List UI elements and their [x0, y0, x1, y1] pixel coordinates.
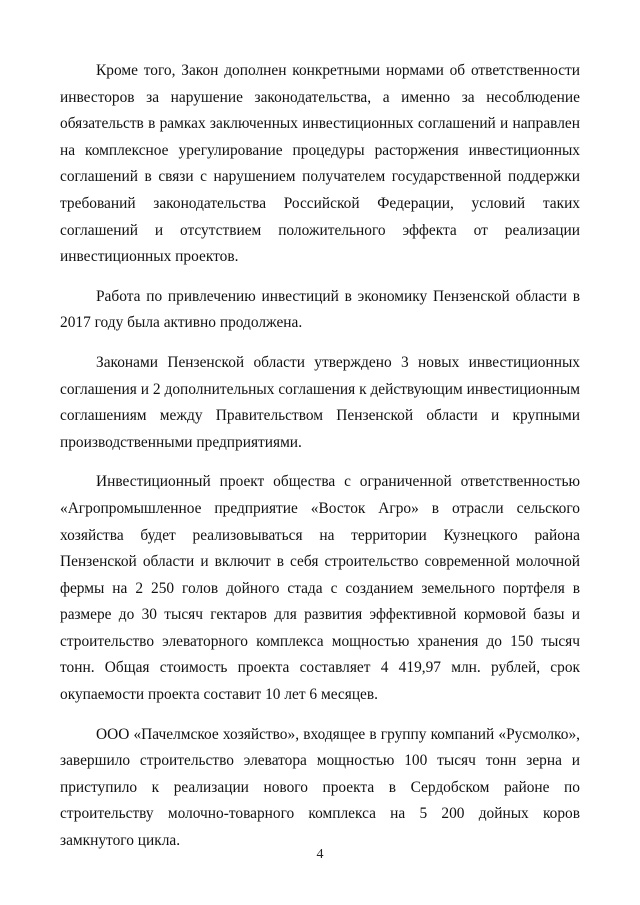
paragraph-investment-attraction-2017: Работа по привлечению инвестиций в экономику Пензенской области в 2017 году была активно продолжена.	[60, 287, 580, 332]
paragraph-pachelma-farm: ООО «Пачелмское хозяйство», входящее в группу компаний «Русмолко», завершило строительство элеватора мощностью 100 тысяч тонн зерна и приступило к реализации нового проекта в Сердобском районе по строительству молочно-товарного комплекса на 5 200 дойных коров замкнутого цикла.	[60, 725, 580, 850]
paragraph-vostok-agro-project: Инвестиционный проект общества с ограниченной ответственностью «Агропромышленное предприятие «Восток Агро» в отрасли сельского хозяйства будет реализовываться на территории Кузнецкого района Пензенской области и включит в себя строительство современной молочной фермы на 2 250 голов дойного стада с созданием земельного портфеля в размере до 30 тысяч гектаров для развития эффективной кормовой базы и строительство элеваторного комплекса мощностью хранения до 150 тысяч тонн. Общая стоимость проекта составляет 4 419,97 млн. рублей, срок окупаемости проекта составит 10 лет 6 месяцев.	[60, 473, 580, 704]
paragraph-investor-responsibility: Кроме того, Закон дополнен конкретными нормами об ответственности инвесторов за нарушение законодательства, а именно за несоблюдение обязательств в рамках заключенных инвестиционных соглашений и направлен на комплексное урегулирование процедуры расторжения инвестиционных соглашений в связи с нарушением получателем государственной поддержки требований законодательства Российской Федерации, условий таких соглашений и отсутствием положительного эффекта от реализации инвестиционных проектов.	[60, 62, 580, 266]
page-number: 4	[316, 847, 324, 862]
paragraph-new-agreements: Законами Пензенской области утверждено 3 новых инвестиционных соглашения и 2 дополнительных соглашения к действующим инвестиционным соглашениям между Правительством Пензенской области и крупными производственными предприятиями.	[60, 353, 580, 451]
page-body	[60, 58, 580, 868]
